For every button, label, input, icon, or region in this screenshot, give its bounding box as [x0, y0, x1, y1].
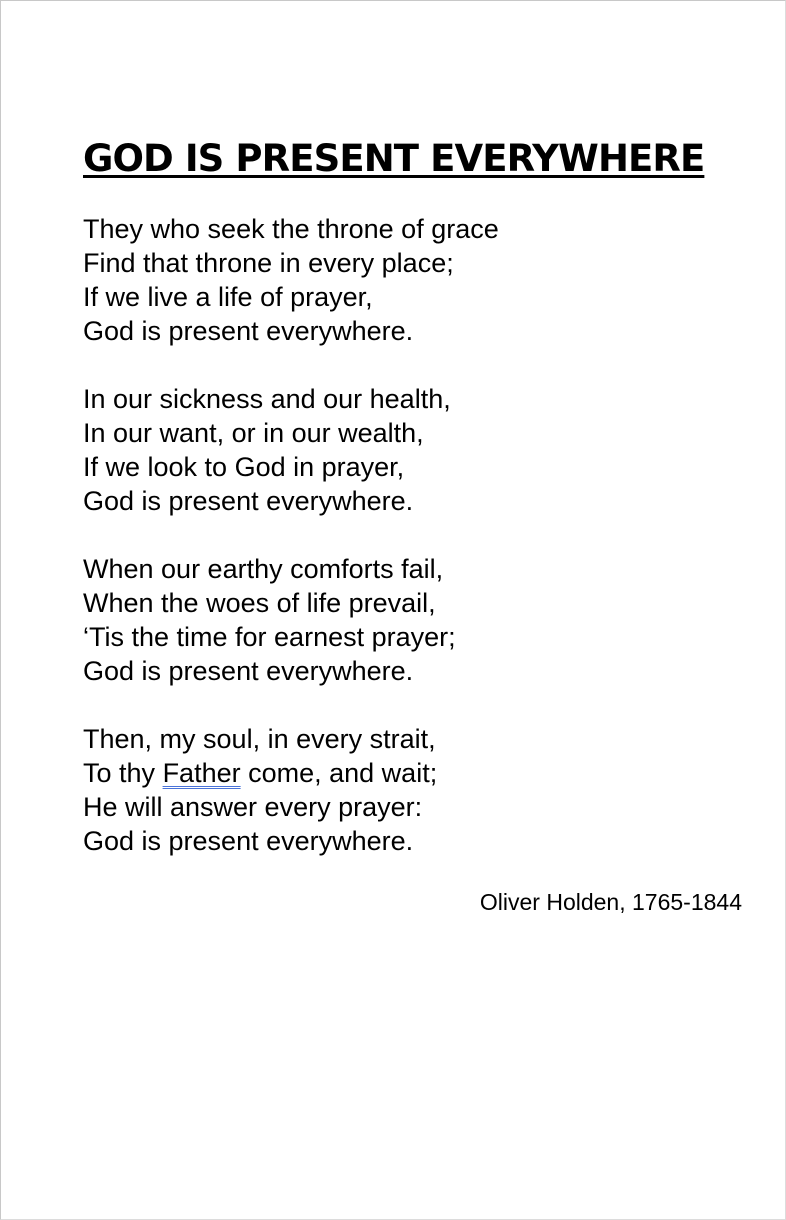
poem-line: God is present everywhere.	[83, 316, 414, 346]
stanza-2	[83, 382, 499, 518]
line-start: To thy	[83, 758, 156, 788]
spellcheck-flagged-word[interactable]: Father	[162, 758, 241, 788]
poem-line: In our sickness and our health,	[83, 384, 451, 414]
poem-line: He will answer every prayer:	[83, 792, 423, 822]
poem-line: God is present everywhere.	[83, 826, 414, 856]
poem-line: Then, my soul, in every strait,	[83, 724, 436, 754]
poem-line: God is present everywhere.	[83, 486, 414, 516]
poem-line: If we live a life of prayer,	[83, 282, 373, 312]
poem-line: They who seek the throne of grace	[83, 214, 499, 244]
poem-line-with-flagged-word	[83, 756, 499, 790]
stanza-4	[83, 722, 499, 858]
stanza-1	[83, 212, 499, 348]
poem-line: God is present everywhere.	[83, 656, 414, 686]
line-end: come, and wait;	[240, 758, 438, 788]
poem-line: If we look to God in prayer,	[83, 452, 405, 482]
stanza-3	[83, 552, 499, 688]
poem-line: ‘Tis the time for earnest prayer;	[83, 622, 456, 652]
poem-body	[83, 212, 499, 892]
poem-line: When our earthy comforts fail,	[83, 554, 444, 584]
poem-title: GOD IS PRESENT EVERYWHERE	[83, 137, 705, 180]
author-attribution: Oliver Holden, 1765-1844	[479, 889, 742, 915]
poem-line: Find that throne in every place;	[83, 248, 454, 278]
poem-line: When the woes of life prevail,	[83, 588, 436, 618]
poem-line: In our want, or in our wealth,	[83, 418, 424, 448]
